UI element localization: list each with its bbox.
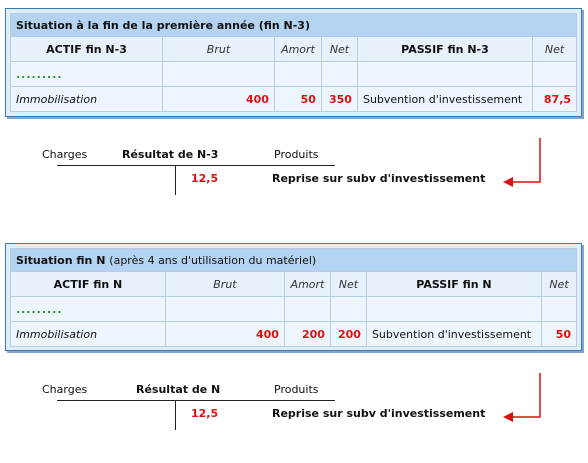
panel-title: Situation à la fin de la première année (fin N-3) (10, 14, 576, 37)
t-horizontal-line (57, 400, 335, 401)
header-brut: Brut (162, 37, 274, 62)
header-net: Net (330, 272, 366, 297)
immobilisation-label: Immobilisation (10, 322, 165, 347)
red-arrow-icon (502, 371, 562, 431)
empty-cell (541, 297, 576, 322)
produits-label: Produits (274, 383, 319, 396)
empty-cell (357, 62, 532, 87)
situation-panel-n (5, 243, 582, 351)
charges-label: Charges (42, 148, 88, 161)
empty-cell (284, 297, 330, 322)
subvention-label: Subvention d'investissement (366, 322, 541, 347)
subvention-net-value: 87,5 (532, 87, 576, 112)
placeholder-dots: ......... (10, 62, 162, 87)
placeholder-dots: ......... (10, 297, 165, 322)
charges-label: Charges (42, 383, 88, 396)
charges-value: 12,5 (191, 407, 219, 420)
empty-cell (321, 62, 357, 87)
t-horizontal-line (57, 165, 335, 166)
t-vertical-line (175, 166, 176, 195)
header-amort: Amort (274, 37, 321, 62)
empty-cell (162, 62, 274, 87)
subvention-label: Subvention d'investissement (357, 87, 532, 112)
t-account-n3 (0, 148, 588, 228)
charges-value: 12,5 (191, 172, 219, 185)
header-actif: ACTIF fin N-3 (10, 37, 162, 62)
header-brut: Brut (165, 272, 284, 297)
balance-table-n (10, 248, 577, 347)
header-passif-net: Net (532, 37, 576, 62)
empty-cell (165, 297, 284, 322)
t-account-n (0, 383, 588, 463)
t-vertical-line (175, 401, 176, 430)
header-actif: ACTIF fin N (10, 272, 165, 297)
panel-title: Situation fin N (après 4 ans d'utilisation du matériel) (10, 249, 576, 272)
immobilisation-label: Immobilisation (10, 87, 162, 112)
balance-table-n3 (10, 13, 577, 112)
header-passif-net: Net (541, 272, 576, 297)
resultat-title: Résultat de N (136, 383, 221, 396)
reprise-label: Reprise sur subv d'investissement (272, 407, 486, 420)
resultat-title: Résultat de N-3 (122, 148, 219, 161)
subvention-net-value: 50 (541, 322, 576, 347)
brut-value: 400 (165, 322, 284, 347)
brut-value: 400 (162, 87, 274, 112)
header-net: Net (321, 37, 357, 62)
header-passif: PASSIF fin N-3 (357, 37, 532, 62)
net-value: 200 (330, 322, 366, 347)
situation-panel-n3 (5, 8, 582, 117)
amort-value: 200 (284, 322, 330, 347)
empty-cell (366, 297, 541, 322)
empty-cell (274, 62, 321, 87)
produits-label: Produits (274, 148, 319, 161)
amort-value: 50 (274, 87, 321, 112)
header-amort: Amort (284, 272, 330, 297)
empty-cell (532, 62, 576, 87)
net-value: 350 (321, 87, 357, 112)
header-passif: PASSIF fin N (366, 272, 541, 297)
empty-cell (330, 297, 366, 322)
red-arrow-icon (502, 136, 562, 196)
reprise-label: Reprise sur subv d'investissement (272, 172, 486, 185)
